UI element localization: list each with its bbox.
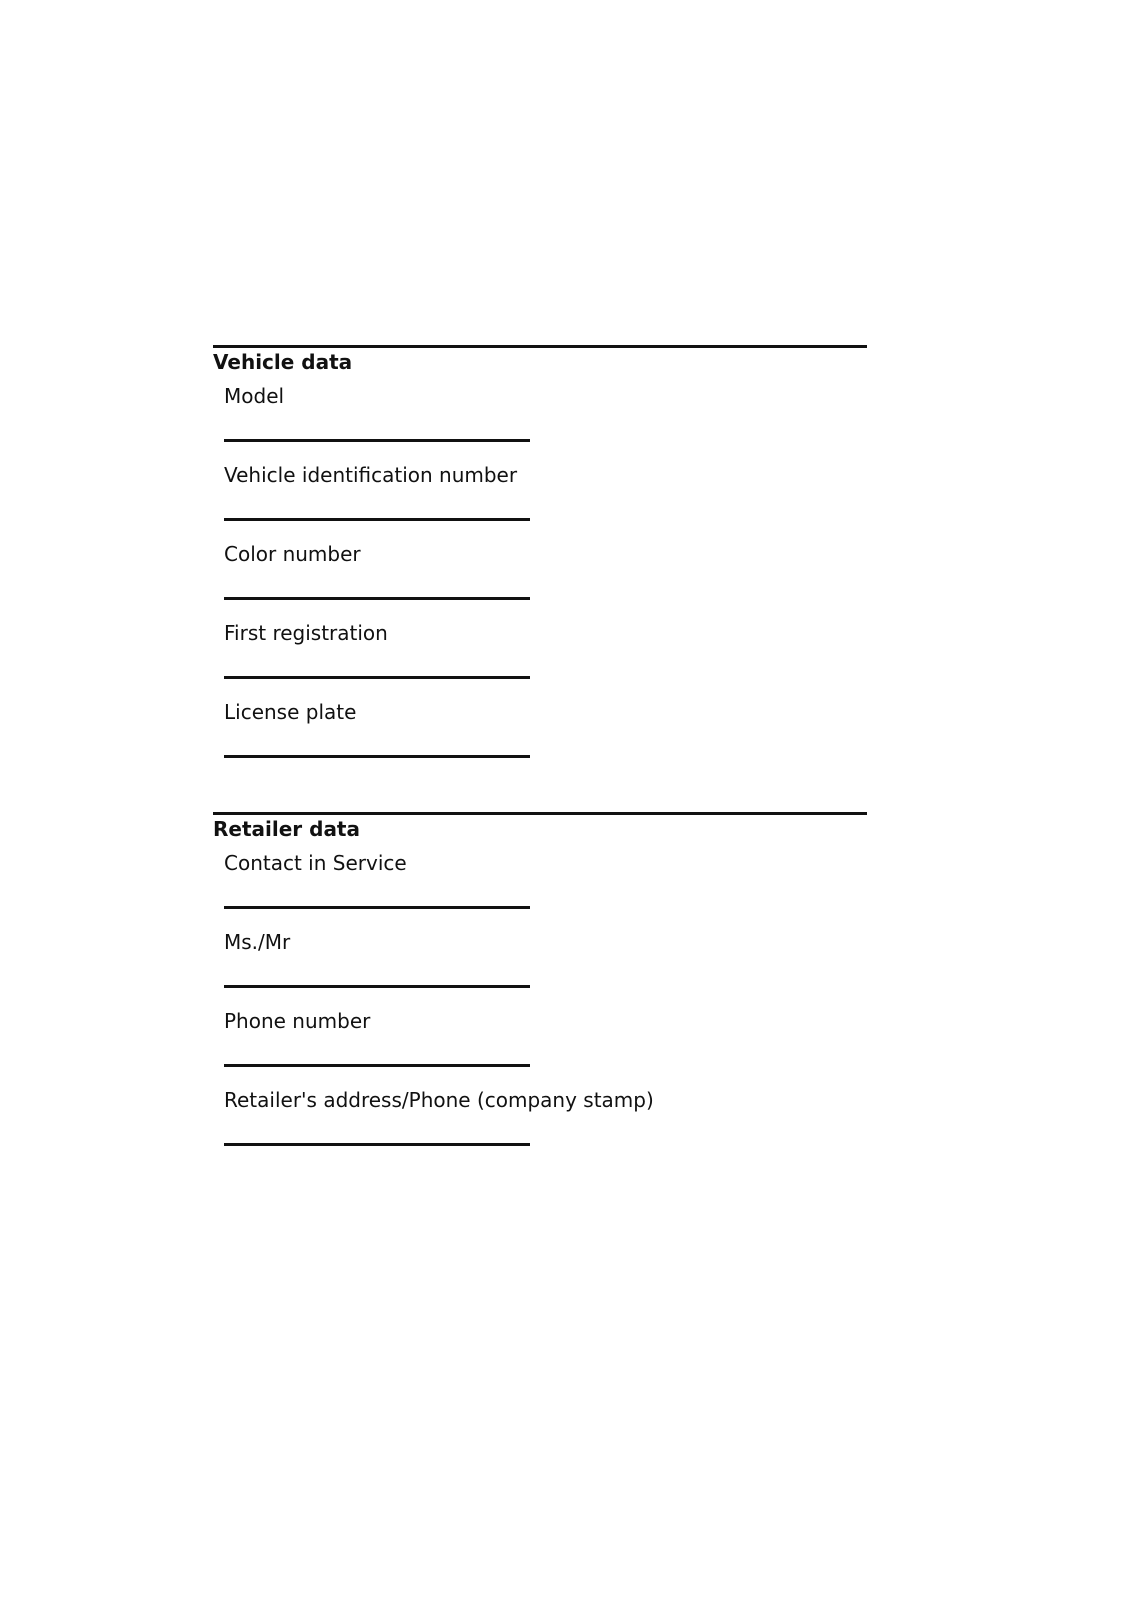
field-label: License plate xyxy=(224,700,357,724)
contact-in-service-field xyxy=(224,850,644,929)
first-registration-field xyxy=(224,620,644,699)
field-label: Ms./Mr xyxy=(224,930,291,954)
section-title: Retailer data xyxy=(213,817,360,841)
phone-number-field xyxy=(224,1008,644,1087)
field-label: First registration xyxy=(224,621,388,645)
color-number-field xyxy=(224,541,644,620)
fill-in-line[interactable] xyxy=(224,439,530,442)
fill-in-line[interactable] xyxy=(224,985,530,988)
fill-in-line[interactable] xyxy=(224,755,530,758)
field-label: Phone number xyxy=(224,1009,371,1033)
model-field xyxy=(224,383,644,462)
ms-mr-field xyxy=(224,929,644,1008)
license-plate-field xyxy=(224,699,644,778)
retailer-address-field xyxy=(224,1087,654,1166)
fill-in-line[interactable] xyxy=(224,518,530,521)
field-label: Contact in Service xyxy=(224,851,407,875)
field-label: Vehicle identification number xyxy=(224,463,518,487)
section-title: Vehicle data xyxy=(213,350,353,374)
section-divider xyxy=(213,345,867,348)
fill-in-line[interactable] xyxy=(224,676,530,679)
section-divider xyxy=(213,812,867,815)
fill-in-line[interactable] xyxy=(224,597,530,600)
fill-in-line[interactable] xyxy=(224,1143,530,1146)
field-label: Retailer's address/Phone (company stamp) xyxy=(224,1088,654,1112)
vin-field xyxy=(224,462,644,541)
fill-in-line[interactable] xyxy=(224,1064,530,1067)
fill-in-line[interactable] xyxy=(224,906,530,909)
field-label: Model xyxy=(224,384,285,408)
field-label: Color number xyxy=(224,542,361,566)
